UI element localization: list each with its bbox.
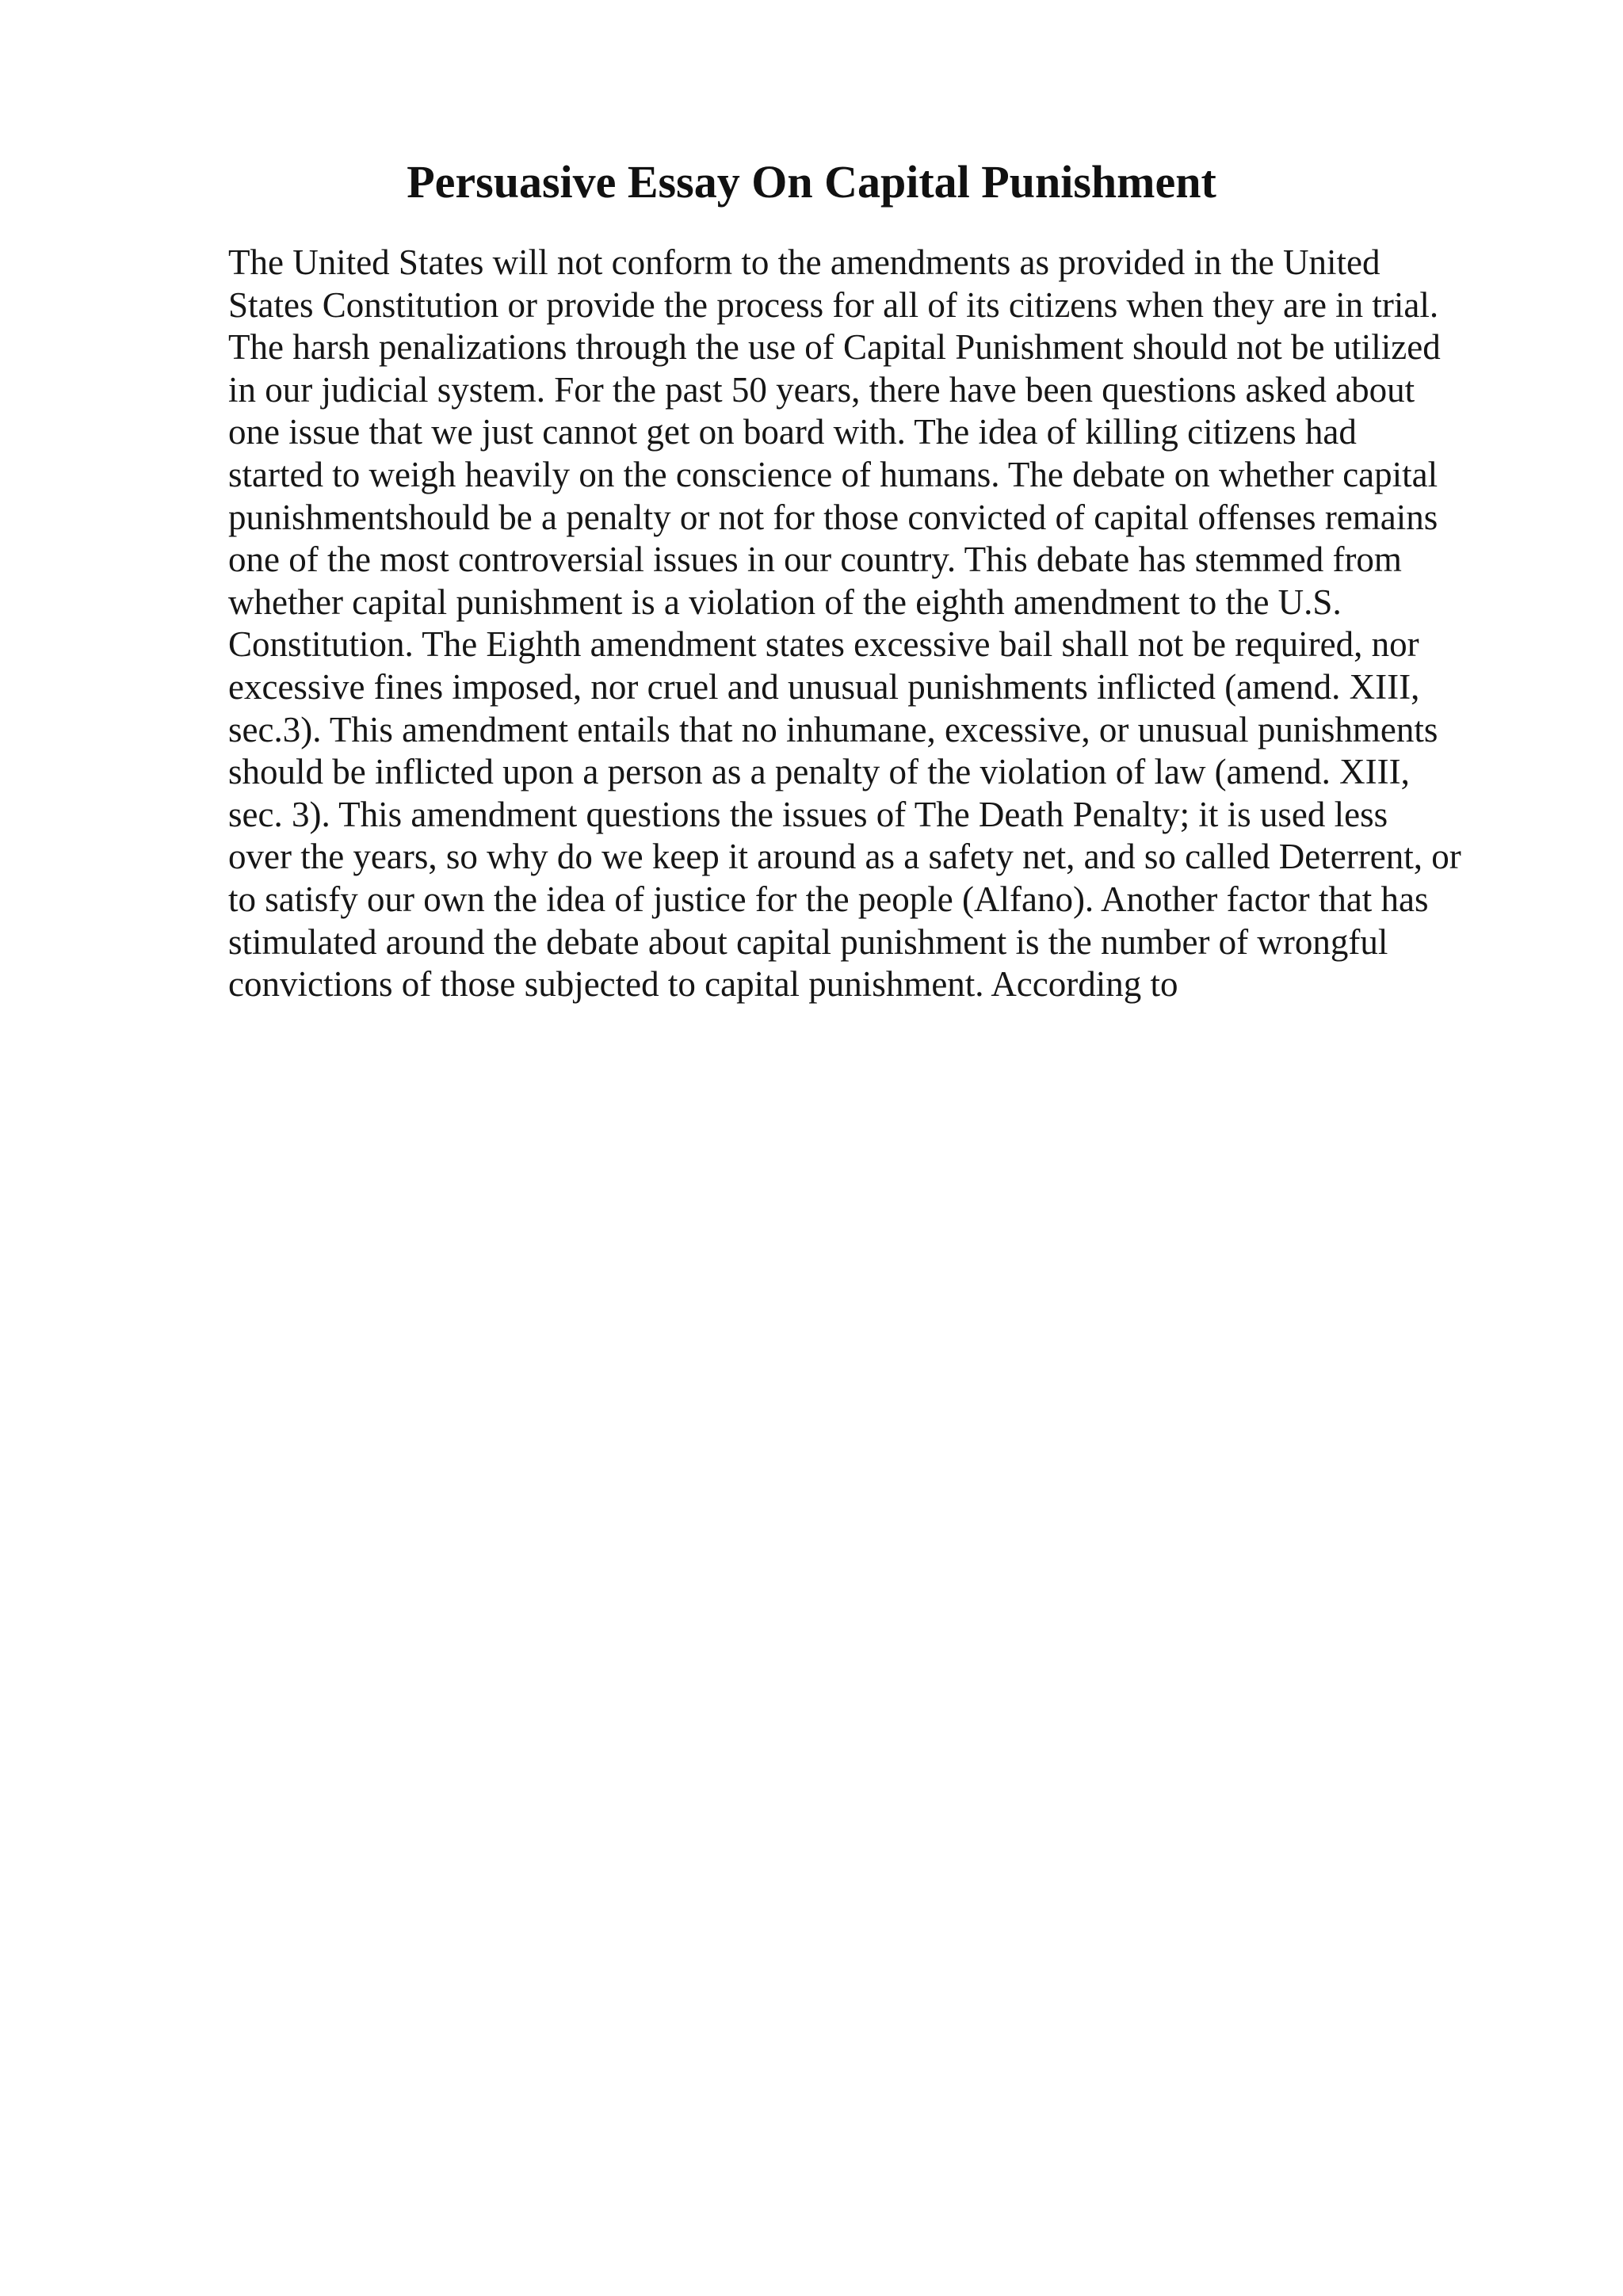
paragraph-line: The United States will not conform to the amendments as provided in the United	[228, 242, 1381, 282]
paragraph-line: should be inflicted upon a person as a penalty of the violation of law (amend. XIII,	[228, 752, 1410, 792]
paragraph-line: States Constitution or provide the process for all of its citizens when they are in trial.	[228, 284, 1439, 325]
paragraph-line: The harsh penalizations through the use of Capital Punishment should not be utilized	[228, 327, 1441, 368]
paragraph-line: stimulated around the debate about capital punishment is the number of wrongful	[228, 921, 1388, 962]
essay-paragraph	[228, 242, 1528, 1006]
paragraph-line: one issue that we just cannot get on board with. The idea of killing citizens had	[228, 412, 1357, 452]
paragraph-line: one of the most controversial issues in our country. This debate has stemmed from	[228, 540, 1402, 580]
paragraph-line: in our judicial system. For the past 50 years, there have been questions asked about	[228, 369, 1415, 410]
paragraph-line: sec. 3). This amendment questions the issues of The Death Penalty; it is used less	[228, 794, 1388, 834]
paragraph-line: sec.3). This amendment entails that no inhumane, excessive, or unusual punishments	[228, 709, 1438, 749]
page-title: Persuasive Essay On Capital Punishment	[407, 156, 1216, 208]
paragraph-line: excessive fines imposed, nor cruel and unusual punishments inflicted (amend. XIII,	[228, 666, 1420, 707]
paragraph-line: Constitution. The Eighth amendment states excessive bail shall not be required, nor	[228, 624, 1419, 665]
paragraph-line: over the years, so why do we keep it around as a safety net, and so called Deterrent, or	[228, 837, 1461, 877]
paragraph-line: started to weigh heavily on the conscience of humans. The debate on whether capital	[228, 454, 1438, 494]
paragraph-line: convictions of those subjected to capital punishment. According to	[228, 964, 1178, 1005]
paragraph-line: to satisfy our own the idea of justice for the people (Alfano). Another factor that has	[228, 879, 1429, 919]
paragraph-line: whether capital punishment is a violation of the eighth amendment to the U.S.	[228, 582, 1342, 622]
paragraph-line: punishmentshould be a penalty or not for those convicted of capital offenses remains	[228, 497, 1438, 537]
